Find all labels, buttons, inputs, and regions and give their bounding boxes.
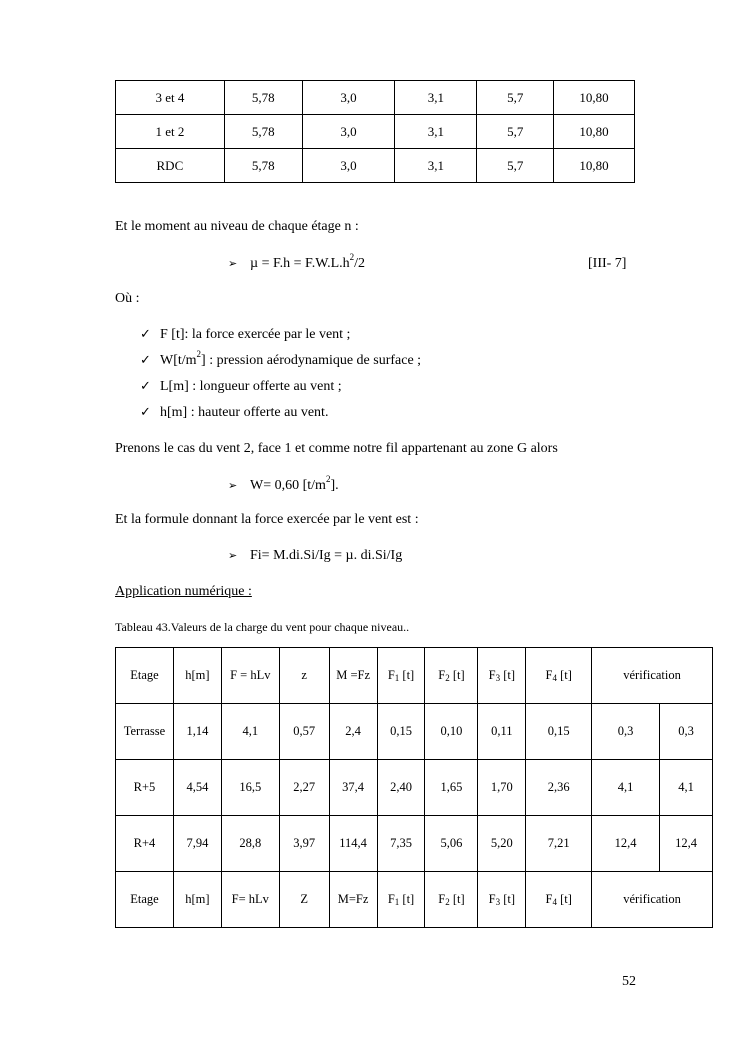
table-cell: 114,4 [329,816,377,872]
table-cell: 7,35 [377,816,425,872]
table-cell: Terrasse [116,704,174,760]
check-icon: ✓ [140,379,151,394]
table-cell: 3,97 [279,816,329,872]
table-cell: 5,78 [224,115,302,149]
table-cell: R+4 [116,816,174,872]
table-cell: 5,7 [477,115,554,149]
moment-intro: Et le moment au niveau de chaque étage n : [115,219,359,234]
table-cell: 3,0 [302,81,395,115]
header-cell: Etage [116,648,174,704]
table-cell: 3 et 4 [116,81,225,115]
table-cell: 0,3 [592,704,660,760]
table-cell: 10,80 [554,149,635,183]
table-cell: 5,7 [477,81,554,115]
table-cell: 28,8 [221,816,279,872]
table-cell: 10,80 [554,81,635,115]
force-formula: ➢ Fi= M.di.Si/Ig = µ. di.Si/Ig [228,548,403,563]
table-cell: 0,3 [660,704,713,760]
equation-reference: [III- 7] [588,256,627,271]
header-cell: F2 [t] [425,648,478,704]
ou-label: Où : [115,291,140,306]
table-row [116,81,635,115]
header-cell: h[m] [173,648,221,704]
table-cell: 2,36 [526,760,592,816]
table-cell: 7,21 [526,816,592,872]
table-cell: 0,11 [478,704,526,760]
table-cell: 12,4 [660,816,713,872]
wind-load-table [115,647,713,928]
table-cell: 3,1 [395,81,477,115]
footer-cell: Z [279,872,329,928]
table-cell: 0,57 [279,704,329,760]
storey-table-body [116,81,635,183]
header-cell: vérification [592,648,713,704]
header-cell: M =Fz [329,648,377,704]
table-cell: 3,1 [395,115,477,149]
table-cell: 0,15 [377,704,425,760]
storey-table [115,80,635,183]
table-header-row [116,648,713,704]
moment-formula: ➢ $\mu = F.h = F.W.L.h^2/2$ [228,252,366,271]
table-cell: 5,06 [425,816,478,872]
header-cell: F3 [t] [478,648,526,704]
header-cell: z [279,648,329,704]
table-cell: 5,78 [224,81,302,115]
footer-cell: h[m] [173,872,221,928]
table-cell: 2,4 [329,704,377,760]
table-cell: 37,4 [329,760,377,816]
footer-cell: F2 [t] [425,872,478,928]
table-row [116,760,713,816]
table-footer-row [116,872,713,928]
definition-h: ✓ h[m] : hauteur offerte au vent. [140,405,329,420]
footer-cell: Etage [116,872,174,928]
table-cell: 2,27 [279,760,329,816]
wind-load-table-body [116,648,713,928]
table-cell: 5,20 [478,816,526,872]
table-row [116,149,635,183]
table-cell: 10,80 [554,115,635,149]
table-cell: 3,0 [302,149,395,183]
table-cell: 0,15 [526,704,592,760]
header-cell: F1 [t] [377,648,425,704]
arrow-bullet-icon: ➢ [228,257,238,270]
footer-cell: F3 [t] [478,872,526,928]
table-row [116,704,713,760]
table-cell: 3,1 [395,149,477,183]
table-row [116,115,635,149]
table-cell: 5,7 [477,149,554,183]
table-cell: 4,1 [660,760,713,816]
table-cell: R+5 [116,760,174,816]
header-cell: F = hLv [221,648,279,704]
footer-cell: F1 [t] [377,872,425,928]
table-cell: 7,94 [173,816,221,872]
table-cell: 4,1 [592,760,660,816]
table-cell: 5,78 [224,149,302,183]
table-cell: 16,5 [221,760,279,816]
table-cell: RDC [116,149,225,183]
table-cell: 0,10 [425,704,478,760]
table-caption: Tableau 43.Valeurs de la charge du vent pour chaque niveau.. [115,620,410,634]
table-row [116,816,713,872]
definition-f: ✓ F [t]: la force exercée par le vent ; [140,327,351,342]
table-cell: 12,4 [592,816,660,872]
table-cell: 4,1 [221,704,279,760]
formule-intro: Et la formule donnant la force exercée par le vent est : [115,512,419,527]
arrow-bullet-icon: ➢ [228,549,238,562]
table-cell: 1,70 [478,760,526,816]
header-cell: F4 [t] [526,648,592,704]
w-value: ➢ W= 0,60 $[t/m^2]$. [228,474,339,493]
page-number: 52 [622,974,636,989]
footer-cell: F4 [t] [526,872,592,928]
check-icon: ✓ [140,405,151,420]
check-icon: ✓ [140,353,151,368]
table-cell: 3,0 [302,115,395,149]
footer-cell: M=Fz [329,872,377,928]
definition-l: ✓ L[m] : longueur offerte au vent ; [140,379,342,394]
table-cell: 2,40 [377,760,425,816]
footer-cell: vérification [592,872,713,928]
arrow-bullet-icon: ➢ [228,479,238,492]
table-cell: 1 et 2 [116,115,225,149]
definition-w: ✓ $W[t/m^2]$ : pression aérodynamique de surface ; [140,349,422,368]
check-icon: ✓ [140,327,151,342]
table-cell: 1,65 [425,760,478,816]
table-cell: 1,14 [173,704,221,760]
prenons-paragraph: Prenons le cas du vent 2, face 1 et comme notre fil appartenant au zone G alors [115,441,558,456]
application-heading: Application numérique : [115,584,252,599]
table-cell: 4,54 [173,760,221,816]
footer-cell: F= hLv [221,872,279,928]
